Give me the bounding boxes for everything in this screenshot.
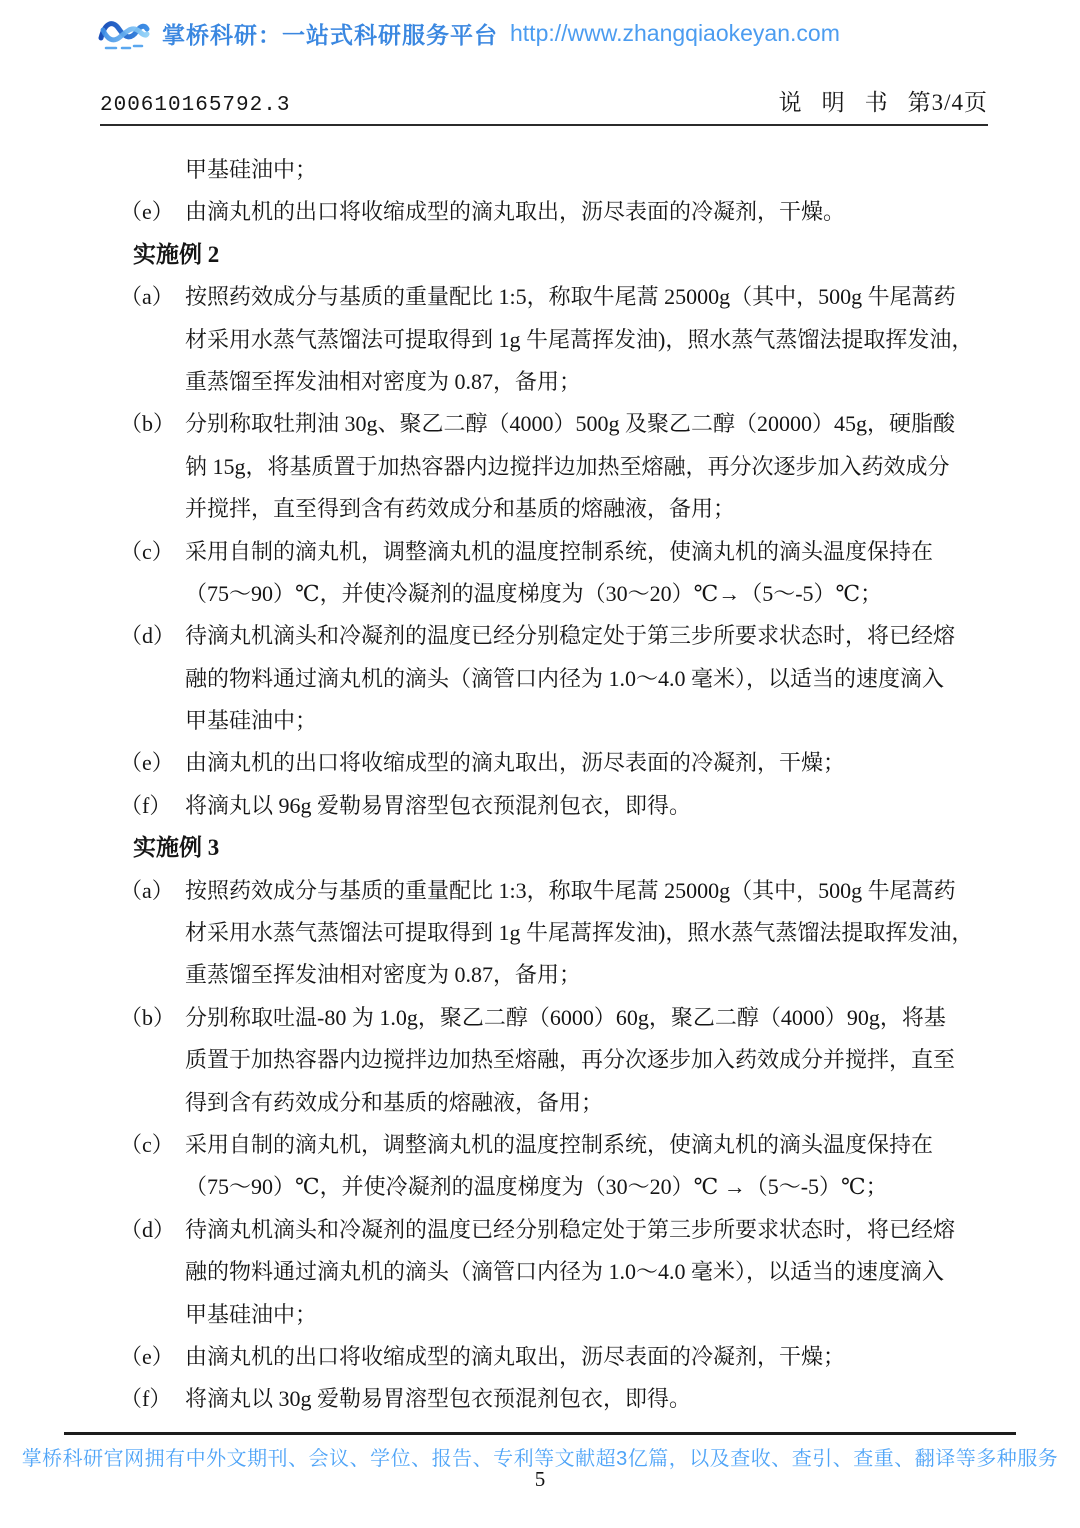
- paragraph-line: [120, 870, 1050, 912]
- patent-number: 200610165792.3: [100, 94, 291, 117]
- line-text: 融的物料通过滴丸机的滴头（滴管口内径为 1.0～4.0 毫米），以适当的速度滴入: [185, 665, 945, 691]
- paragraph-line: [120, 1294, 1050, 1336]
- item-marker: （c）: [120, 538, 174, 564]
- platform-header: [98, 12, 840, 54]
- line-text: 分别称取牡荆油 30g、聚乙二醇（4000）500g 及聚乙二醇（20000）45g，硬脂酸: [185, 411, 956, 437]
- brand-url-link[interactable]: http://www.zhangqiaokeyan.com: [510, 19, 840, 46]
- paragraph-line: [120, 403, 1050, 445]
- line-text: 甲基硅油中；: [185, 708, 318, 734]
- item-marker: （e）: [120, 1343, 174, 1369]
- line-text: 材采用水蒸气蒸馏法可提取得到 1g 牛尾蒿挥发油)，照水蒸气蒸馏法提取挥发油，: [185, 920, 974, 946]
- line-text: 融的物料通过滴丸机的滴头（滴管口内径为 1.0～4.0 毫米），以适当的速度滴入: [185, 1259, 945, 1285]
- line-text: 钠 15g，将基质置于加热容器内边搅拌边加热至熔融，再分次逐步加入药效成分: [185, 453, 950, 479]
- line-text: 将滴丸以 96g 爱勒易胃溶型包衣预混剂包衣，即得。: [185, 792, 692, 818]
- paragraph-line: [120, 1336, 1050, 1378]
- line-text: （75～90）℃，并使冷凝剂的温度梯度为（30～20）℃ →（5～-5）℃；: [185, 1174, 888, 1200]
- item-marker: （c）: [120, 1131, 174, 1157]
- paragraph-line: [120, 488, 1050, 530]
- line-text: 得到含有药效成分和基质的熔融液，备用；: [185, 1089, 604, 1115]
- doc-type-and-page: [779, 84, 988, 117]
- paragraph-line: [120, 615, 1050, 657]
- paragraph-line: [120, 1166, 1050, 1208]
- paragraph-line: [120, 1251, 1050, 1293]
- line-text: 重蒸馏至挥发油相对密度为 0.87，备用；: [185, 962, 582, 988]
- doc-type-label: 说明书: [778, 90, 908, 115]
- line-text: 甲基硅油中；: [185, 1301, 318, 1327]
- line-text: 由滴丸机的出口将收缩成型的滴丸取出，沥尽表面的冷凝剂，干燥；: [185, 750, 846, 776]
- paragraph-line: [120, 1082, 1050, 1124]
- line-text: 材采用水蒸气蒸馏法可提取得到 1g 牛尾蒿挥发油)，照水蒸气蒸馏法提取挥发油，: [185, 326, 974, 352]
- paragraph-line: [120, 1378, 1050, 1420]
- header-divider: [100, 124, 988, 126]
- line-text: 由滴丸机的出口将收缩成型的滴丸取出，沥尽表面的冷凝剂，干燥；: [185, 1343, 846, 1369]
- paragraph-line: [120, 954, 1050, 996]
- paragraph-line: [120, 276, 1050, 318]
- line-text: 重蒸馏至挥发油相对密度为 0.87，备用；: [185, 368, 582, 394]
- line-text: 由滴丸机的出口将收缩成型的滴丸取出，沥尽表面的冷凝剂，干燥。: [185, 199, 846, 225]
- footer-divider: [64, 1432, 1016, 1435]
- paragraph-line: [120, 361, 1050, 403]
- paragraph-line: [120, 1124, 1050, 1166]
- line-text: 待滴丸机滴头和冷凝剂的温度已经分别稳定处于第三步所要求状态时，将已经熔: [185, 1216, 956, 1242]
- paragraph-line: [120, 531, 1050, 573]
- paragraph-line: [120, 1209, 1050, 1251]
- line-text: 分别称取吐温-80 为 1.0g，聚乙二醇（6000）60g，聚乙二醇（4000）90g，将基: [185, 1004, 946, 1030]
- item-marker: （b）: [120, 411, 176, 437]
- paragraph-line: [120, 658, 1050, 700]
- section-heading: [120, 234, 1050, 276]
- paragraph-line: [120, 319, 1050, 361]
- line-text: 按照药效成分与基质的重量配比 1:3，称取牛尾蒿 25000g（其中，500g 牛尾蒿药: [185, 877, 956, 903]
- item-marker: （a）: [120, 877, 174, 903]
- footer-service-note: 掌桥科研官网拥有中外文期刊、会议、学位、报告、专利等文献超3亿篇，以及查收、查引、查重、翻译等多种服务: [21, 1448, 1059, 1470]
- paragraph-line: [120, 912, 1050, 954]
- item-marker: （d）: [120, 623, 176, 649]
- item-marker: （f）: [120, 792, 172, 818]
- line-text: 质置于加热容器内边搅拌边加热至熔融，再分次逐步加入药效成分并搅拌，直至: [185, 1047, 956, 1073]
- page-number: 5: [534, 1467, 546, 1491]
- paragraph-line: [120, 446, 1050, 488]
- document-body: [120, 149, 1050, 1421]
- section-heading: [120, 827, 1050, 869]
- line-text: 采用自制的滴丸机，调整滴丸机的温度控制系统，使滴丸机的滴头温度保持在: [185, 1131, 934, 1157]
- paragraph-line: [120, 1039, 1050, 1081]
- line-text: 并搅拌，直至得到含有药效成分和基质的熔融液，备用；: [185, 496, 736, 522]
- line-text: 按照药效成分与基质的重量配比 1:5，称取牛尾蒿 25000g（其中，500g 牛尾蒿药: [185, 284, 956, 310]
- item-marker: （a）: [120, 284, 174, 310]
- paragraph-line: [120, 573, 1050, 615]
- line-text: 实施例 2: [133, 241, 220, 267]
- item-marker: （e）: [120, 199, 174, 225]
- zhangqiao-wave-logo-icon: [98, 12, 150, 54]
- paragraph-line: [120, 191, 1050, 233]
- paragraph-line: [120, 700, 1050, 742]
- doc-info-bar: [100, 84, 988, 117]
- item-marker: （f）: [120, 1386, 172, 1412]
- page-indicator: 第3/4页: [907, 90, 988, 115]
- paragraph-line: [120, 742, 1050, 784]
- item-marker: （e）: [120, 750, 174, 776]
- line-text: 将滴丸以 30g 爱勒易胃溶型包衣预混剂包衣，即得。: [185, 1386, 692, 1412]
- paragraph-line: [120, 997, 1050, 1039]
- line-text: 甲基硅油中；: [185, 157, 318, 182]
- line-text: 待滴丸机滴头和冷凝剂的温度已经分别稳定处于第三步所要求状态时，将已经熔: [185, 623, 956, 649]
- brand-title: 掌桥科研：一站式科研服务平台: [162, 21, 498, 48]
- paragraph-line: [120, 785, 1050, 827]
- line-text: （75～90）℃，并使冷凝剂的温度梯度为（30～20）℃→（5～-5）℃；: [185, 580, 883, 606]
- paragraph-line: [120, 149, 1050, 191]
- line-text: 采用自制的滴丸机，调整滴丸机的温度控制系统，使滴丸机的滴头温度保持在: [185, 538, 934, 564]
- line-text: 实施例 3: [133, 835, 220, 861]
- item-marker: （b）: [120, 1004, 176, 1030]
- item-marker: （d）: [120, 1216, 176, 1242]
